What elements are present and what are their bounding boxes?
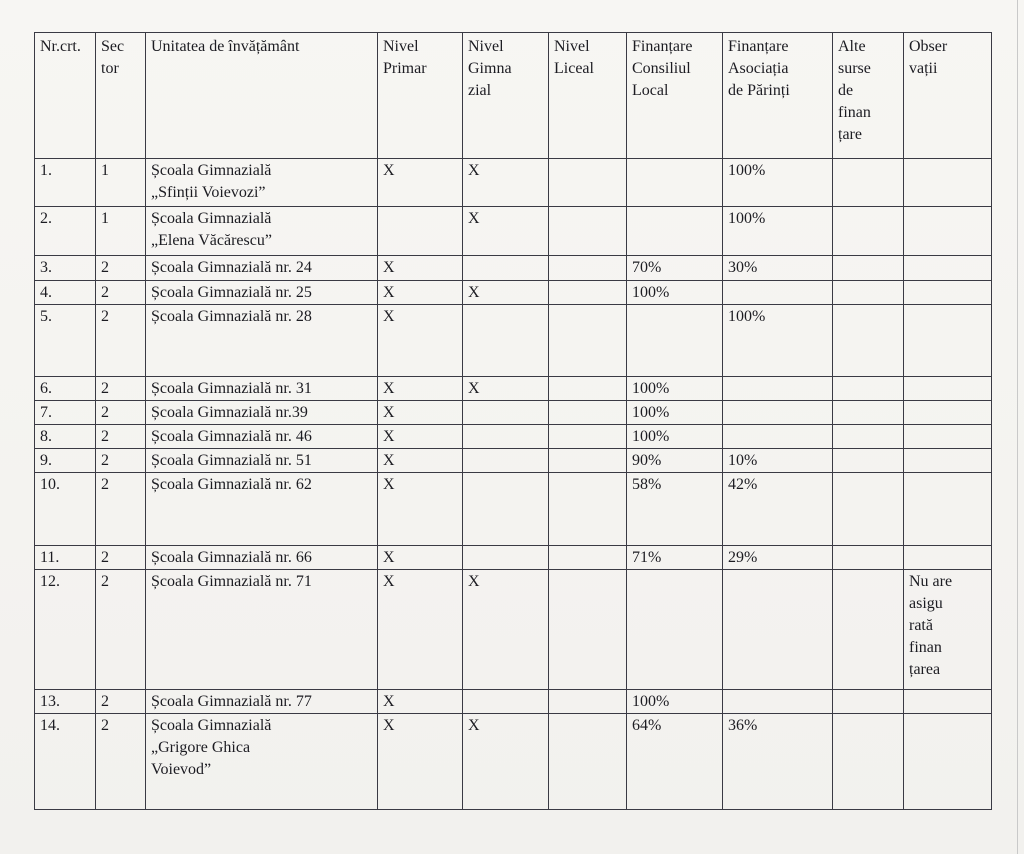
cell-consiliu-local <box>627 305 723 377</box>
cell-primar: X <box>378 401 463 425</box>
cell-unit: Școala Gimnazială nr. 62 <box>146 473 378 546</box>
cell-liceal <box>549 377 627 401</box>
cell-liceal <box>549 570 627 690</box>
cell-alte-surse <box>833 570 904 690</box>
cell-alte-surse <box>833 449 904 473</box>
cell-observatii: Nu are asigu rată finan țarea <box>904 570 992 690</box>
cell-unit: Școala Gimnazială „Sfinții Voievozi” <box>146 159 378 207</box>
cell-liceal <box>549 690 627 714</box>
cell-sector: 1 <box>96 159 146 207</box>
table-row <box>35 159 992 207</box>
cell-liceal <box>549 305 627 377</box>
cell-liceal <box>549 473 627 546</box>
cell-observatii <box>904 207 992 256</box>
cell-unit: Școala Gimnazială nr. 77 <box>146 690 378 714</box>
table-row <box>35 714 992 810</box>
cell-consiliu-local: 100% <box>627 401 723 425</box>
table-row <box>35 425 992 449</box>
cell-observatii <box>904 159 992 207</box>
cell-gimnazial <box>463 305 549 377</box>
cell-alte-surse <box>833 425 904 449</box>
cell-unit: Școala Gimnazială nr. 31 <box>146 377 378 401</box>
header-liceal: Nivel Liceal <box>549 33 627 159</box>
cell-sector: 2 <box>96 377 146 401</box>
cell-observatii <box>904 546 992 570</box>
cell-sector: 2 <box>96 570 146 690</box>
cell-nr: 5. <box>35 305 96 377</box>
cell-unit: Școala Gimnazială nr. 51 <box>146 449 378 473</box>
cell-liceal <box>549 449 627 473</box>
cell-observatii <box>904 281 992 305</box>
cell-alte-surse <box>833 401 904 425</box>
cell-unit: Școala Gimnazială nr.39 <box>146 401 378 425</box>
cell-gimnazial: X <box>463 281 549 305</box>
cell-alte-surse <box>833 714 904 810</box>
header-alte-surse: Alte surse de finan țare <box>833 33 904 159</box>
table-row <box>35 401 992 425</box>
cell-consiliu-local: 100% <box>627 281 723 305</box>
cell-alte-surse <box>833 690 904 714</box>
cell-asociatia-parinti <box>723 570 833 690</box>
cell-consiliu-local <box>627 570 723 690</box>
cell-unit: Școala Gimnazială nr. 46 <box>146 425 378 449</box>
cell-asociatia-parinti: 29% <box>723 546 833 570</box>
table-row <box>35 377 992 401</box>
cell-gimnazial: X <box>463 207 549 256</box>
cell-nr: 7. <box>35 401 96 425</box>
cell-liceal <box>549 256 627 281</box>
cell-consiliu-local: 100% <box>627 690 723 714</box>
cell-sector: 2 <box>96 425 146 449</box>
header-gimnazial: Nivel Gimna zial <box>463 33 549 159</box>
header-consiliu-local: Finanțare Consiliul Local <box>627 33 723 159</box>
cell-primar: X <box>378 256 463 281</box>
cell-alte-surse <box>833 281 904 305</box>
cell-observatii <box>904 449 992 473</box>
cell-gimnazial: X <box>463 159 549 207</box>
header-sector: Sec tor <box>96 33 146 159</box>
cell-primar: X <box>378 473 463 546</box>
cell-liceal <box>549 425 627 449</box>
cell-asociatia-parinti: 42% <box>723 473 833 546</box>
cell-consiliu-local <box>627 207 723 256</box>
cell-sector: 2 <box>96 281 146 305</box>
cell-alte-surse <box>833 473 904 546</box>
page-edge <box>1017 0 1018 854</box>
cell-primar: X <box>378 546 463 570</box>
table-row <box>35 256 992 281</box>
cell-consiliu-local: 90% <box>627 449 723 473</box>
cell-sector: 2 <box>96 690 146 714</box>
cell-alte-surse <box>833 159 904 207</box>
cell-gimnazial: X <box>463 714 549 810</box>
cell-asociatia-parinti: 100% <box>723 207 833 256</box>
cell-asociatia-parinti: 10% <box>723 449 833 473</box>
cell-sector: 2 <box>96 473 146 546</box>
table-row <box>35 281 992 305</box>
header-primar: Nivel Primar <box>378 33 463 159</box>
cell-primar: X <box>378 281 463 305</box>
cell-nr: 12. <box>35 570 96 690</box>
cell-nr: 10. <box>35 473 96 546</box>
cell-primar: X <box>378 305 463 377</box>
cell-liceal <box>549 207 627 256</box>
cell-primar: X <box>378 159 463 207</box>
cell-nr: 3. <box>35 256 96 281</box>
cell-gimnazial <box>463 690 549 714</box>
table-row <box>35 570 992 690</box>
cell-observatii <box>904 401 992 425</box>
cell-asociatia-parinti: 100% <box>723 159 833 207</box>
cell-nr: 1. <box>35 159 96 207</box>
header-nr: Nr.crt. <box>35 33 96 159</box>
cell-unit: Școala Gimnazială nr. 25 <box>146 281 378 305</box>
cell-liceal <box>549 159 627 207</box>
cell-unit: Școala Gimnazială „Grigore Ghica Voievod” <box>146 714 378 810</box>
cell-alte-surse <box>833 305 904 377</box>
cell-gimnazial <box>463 425 549 449</box>
header-row <box>35 33 992 159</box>
cell-unit: Școala Gimnazială nr. 71 <box>146 570 378 690</box>
cell-primar: X <box>378 570 463 690</box>
cell-primar: X <box>378 425 463 449</box>
cell-observatii <box>904 714 992 810</box>
cell-primar: X <box>378 690 463 714</box>
cell-unit: Școala Gimnazială nr. 24 <box>146 256 378 281</box>
table-row <box>35 546 992 570</box>
cell-asociatia-parinti: 100% <box>723 305 833 377</box>
cell-sector: 2 <box>96 305 146 377</box>
cell-unit: Școala Gimnazială „Elena Văcărescu” <box>146 207 378 256</box>
table-row <box>35 207 992 256</box>
schools-table <box>34 32 992 810</box>
cell-asociatia-parinti <box>723 281 833 305</box>
cell-asociatia-parinti <box>723 690 833 714</box>
cell-consiliu-local: 100% <box>627 425 723 449</box>
cell-asociatia-parinti: 30% <box>723 256 833 281</box>
cell-gimnazial <box>463 401 549 425</box>
table-row <box>35 690 992 714</box>
table-row <box>35 449 992 473</box>
cell-unit: Școala Gimnazială nr. 66 <box>146 546 378 570</box>
cell-consiliu-local: 64% <box>627 714 723 810</box>
cell-asociatia-parinti <box>723 401 833 425</box>
cell-sector: 2 <box>96 714 146 810</box>
cell-unit: Școala Gimnazială nr. 28 <box>146 305 378 377</box>
cell-liceal <box>549 281 627 305</box>
cell-liceal <box>549 401 627 425</box>
cell-observatii <box>904 473 992 546</box>
header-asociatia-parinti: Finanțare Asociația de Părinți <box>723 33 833 159</box>
cell-primar: X <box>378 714 463 810</box>
table-row <box>35 305 992 377</box>
cell-asociatia-parinti <box>723 377 833 401</box>
cell-consiliu-local <box>627 159 723 207</box>
cell-alte-surse <box>833 546 904 570</box>
cell-nr: 14. <box>35 714 96 810</box>
cell-gimnazial: X <box>463 377 549 401</box>
cell-observatii <box>904 256 992 281</box>
cell-gimnazial <box>463 546 549 570</box>
cell-alte-surse <box>833 207 904 256</box>
cell-consiliu-local: 58% <box>627 473 723 546</box>
cell-gimnazial: X <box>463 570 549 690</box>
cell-observatii <box>904 690 992 714</box>
cell-observatii <box>904 305 992 377</box>
cell-primar <box>378 207 463 256</box>
cell-sector: 2 <box>96 256 146 281</box>
header-observatii: Obser vații <box>904 33 992 159</box>
cell-nr: 9. <box>35 449 96 473</box>
cell-nr: 13. <box>35 690 96 714</box>
cell-nr: 11. <box>35 546 96 570</box>
cell-gimnazial <box>463 256 549 281</box>
cell-nr: 8. <box>35 425 96 449</box>
cell-sector: 2 <box>96 449 146 473</box>
cell-sector: 1 <box>96 207 146 256</box>
cell-consiliu-local: 100% <box>627 377 723 401</box>
cell-alte-surse <box>833 377 904 401</box>
cell-primar: X <box>378 377 463 401</box>
cell-primar: X <box>378 449 463 473</box>
cell-gimnazial <box>463 473 549 546</box>
cell-nr: 2. <box>35 207 96 256</box>
header-unit: Unitatea de învățământ <box>146 33 378 159</box>
cell-alte-surse <box>833 256 904 281</box>
cell-consiliu-local: 70% <box>627 256 723 281</box>
cell-gimnazial <box>463 449 549 473</box>
cell-sector: 2 <box>96 401 146 425</box>
cell-liceal <box>549 546 627 570</box>
cell-observatii <box>904 377 992 401</box>
table-row <box>35 473 992 546</box>
cell-nr: 6. <box>35 377 96 401</box>
cell-liceal <box>549 714 627 810</box>
cell-consiliu-local: 71% <box>627 546 723 570</box>
cell-observatii <box>904 425 992 449</box>
cell-sector: 2 <box>96 546 146 570</box>
cell-asociatia-parinti <box>723 425 833 449</box>
cell-nr: 4. <box>35 281 96 305</box>
cell-asociatia-parinti: 36% <box>723 714 833 810</box>
